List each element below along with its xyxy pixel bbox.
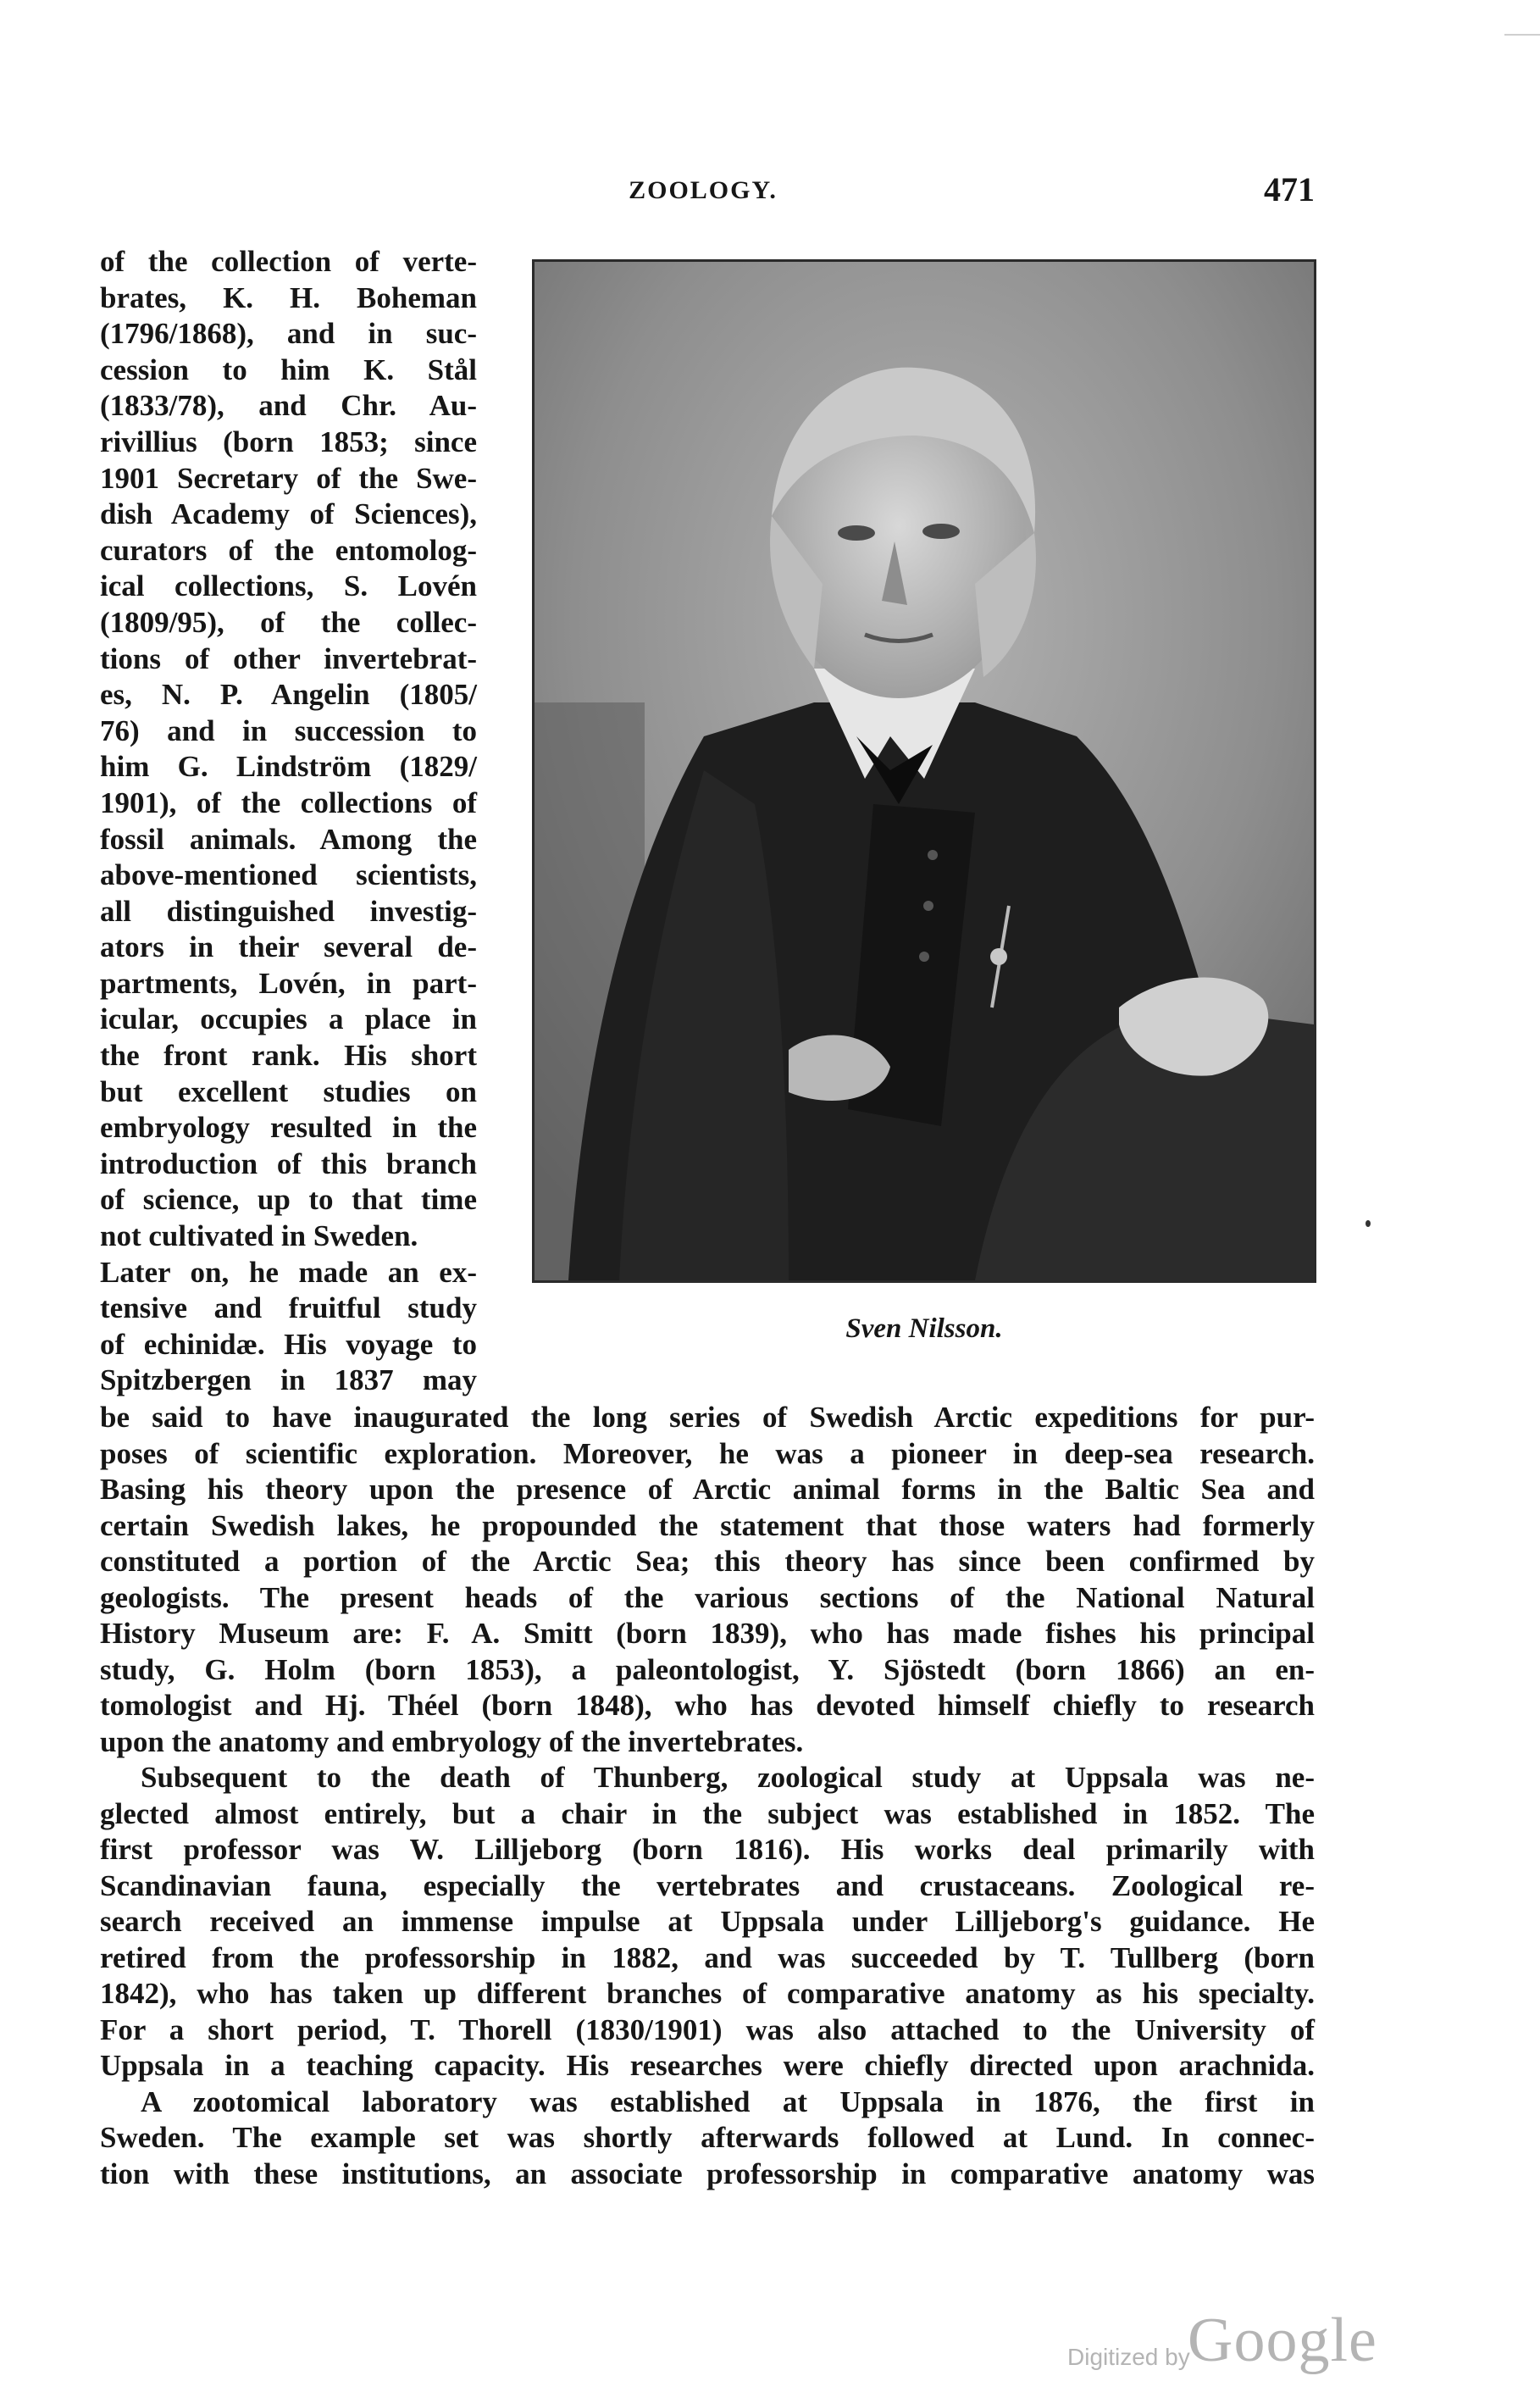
text-line: 1901), of the collections of <box>100 785 477 819</box>
text-line: 76) and in succession to <box>100 713 477 747</box>
text-line: rivillius (born 1853; since <box>100 425 477 458</box>
text-line: constituted a portion of the Arctic Sea; this theory has since been confirmed by <box>100 1545 1315 1578</box>
text-line: (1809/95), of the collec- <box>100 605 477 639</box>
text-line: geologists. The present heads of the various sections of the National Natural <box>100 1580 1315 1614</box>
text-line: him G. Lindström (1829/ <box>100 750 477 784</box>
text-line: cession to him K. Stål <box>100 352 477 386</box>
digitized-watermark <box>1067 2305 1389 2381</box>
text-line: of science, up to that time <box>100 1183 477 1217</box>
page-number: 471 <box>1264 170 1315 208</box>
seated-man-portrait-image <box>535 262 1314 1280</box>
watermark-prefix: Digitized by <box>1067 2344 1190 2370</box>
text-line: dish Academy of Sciences), <box>100 497 477 531</box>
text-line: glected almost entirely, but a chair in the subject was established in 1852. The <box>100 1796 1315 1830</box>
running-head <box>0 169 1540 220</box>
portrait-photograph <box>532 259 1316 1283</box>
text-line: A zootomical laboratory was established at Uppsala in 1876, the first in <box>141 2084 1315 2118</box>
text-line: of the collection of verte- <box>100 245 477 278</box>
text-line: embryology resulted in the <box>100 1111 477 1145</box>
text-line: History Museum are: F. A. Smitt (born 1839), who has made fishes his principal <box>100 1617 1315 1650</box>
text-line: study, G. Holm (born 1853), a paleontologist, Y. Sjöstedt (born 1866) an en- <box>100 1652 1315 1686</box>
text-line: Sweden. The example set was shortly afterwards followed at Lund. In connec- <box>100 2121 1315 2154</box>
google-logo: Google <box>1188 2306 1377 2375</box>
text-line: all distinguished investig- <box>100 894 477 928</box>
text-line: partments, Lovén, in part- <box>100 966 477 1000</box>
running-head-title: ZOOLOGY. <box>629 176 778 204</box>
text-line: Scandinavian fauna, especially the vertebrates and crustaceans. Zoological re- <box>100 1868 1315 1902</box>
text-line: Uppsala in a teaching capacity. His researches were chiefly directed upon arachnida. <box>100 2049 1315 2082</box>
text-line: search received an immense impulse at Uppsala under Lilljeborg's guidance. He <box>100 1905 1315 1938</box>
text-line: Subsequent to the death of Thunberg, zoological study at Uppsala was ne- <box>141 1761 1315 1794</box>
text-line: 1842), who has taken up different branches of comparative anatomy as his specialty. <box>100 1977 1315 2010</box>
text-line: tensive and fruitful study <box>100 1291 477 1325</box>
text-line: the front rank. His short <box>100 1039 477 1073</box>
text-line: 1901 Secretary of the Swe- <box>100 461 477 495</box>
text-line: be said to have inaugurated the long series of Swedish Arctic expeditions for pur- <box>100 1401 1315 1434</box>
text-line: Basing his theory upon the presence of Arctic animal forms in the Baltic Sea and <box>100 1473 1315 1506</box>
text-line: (1833/78), and Chr. Au- <box>100 389 477 423</box>
text-line: not cultivated in Sweden. <box>100 1219 418 1253</box>
text-line: of echinidæ. His voyage to <box>100 1327 477 1361</box>
page-edge-mark <box>1504 0 1540 36</box>
text-line: For a short period, T. Thorell (1830/1901) was also attached to the University of <box>100 2012 1315 2046</box>
text-line: above-mentioned scientists, <box>100 858 477 892</box>
text-line: first professor was W. Lilljeborg (born 1816). His works deal primarily with <box>100 1833 1315 1866</box>
text-line: poses of scientific exploration. Moreover, he was a pioneer in deep-sea research. <box>100 1436 1315 1470</box>
caption-text: Sven Nilsson. <box>845 1313 1003 1344</box>
full-width-text <box>100 1400 1315 2192</box>
text-line: (1796/1868), and in suc- <box>100 317 477 351</box>
text-line: introduction of this branch <box>100 1146 477 1180</box>
text-line: ators in their several de- <box>100 930 477 964</box>
text-line: Later on, he made an ex- <box>100 1255 477 1289</box>
text-line: ical collections, S. Lovén <box>100 569 477 603</box>
text-line: but excellent studies on <box>100 1074 477 1108</box>
text-line: icular, occupies a place in <box>100 1002 477 1036</box>
text-line: tion with these institutions, an associate professorship in comparative anatomy was <box>100 2157 1315 2190</box>
scan-speck <box>1366 1220 1371 1227</box>
text-line: curators of the entomolog- <box>100 533 477 567</box>
left-column-text <box>100 244 477 1399</box>
text-line: fossil animals. Among the <box>100 822 477 856</box>
text-line: retired from the professorship in 1882, and was succeeded by T. Tullberg (born <box>100 1940 1315 1974</box>
figure-caption <box>532 1313 1316 1345</box>
text-line: tions of other invertebrat- <box>100 641 477 675</box>
text-line: tomologist and Hj. Théel (born 1848), who has devoted himself chiefly to research <box>100 1689 1315 1722</box>
text-line: brates, K. H. Boheman <box>100 280 477 314</box>
text-line: Spitzbergen in 1837 may <box>100 1363 477 1397</box>
text-line: certain Swedish lakes, he propounded the statement that those waters had formerly <box>100 1508 1315 1542</box>
text-line: upon the anatomy and embryology of the invertebrates. <box>100 1724 804 1758</box>
text-line: es, N. P. Angelin (1805/ <box>100 678 477 712</box>
